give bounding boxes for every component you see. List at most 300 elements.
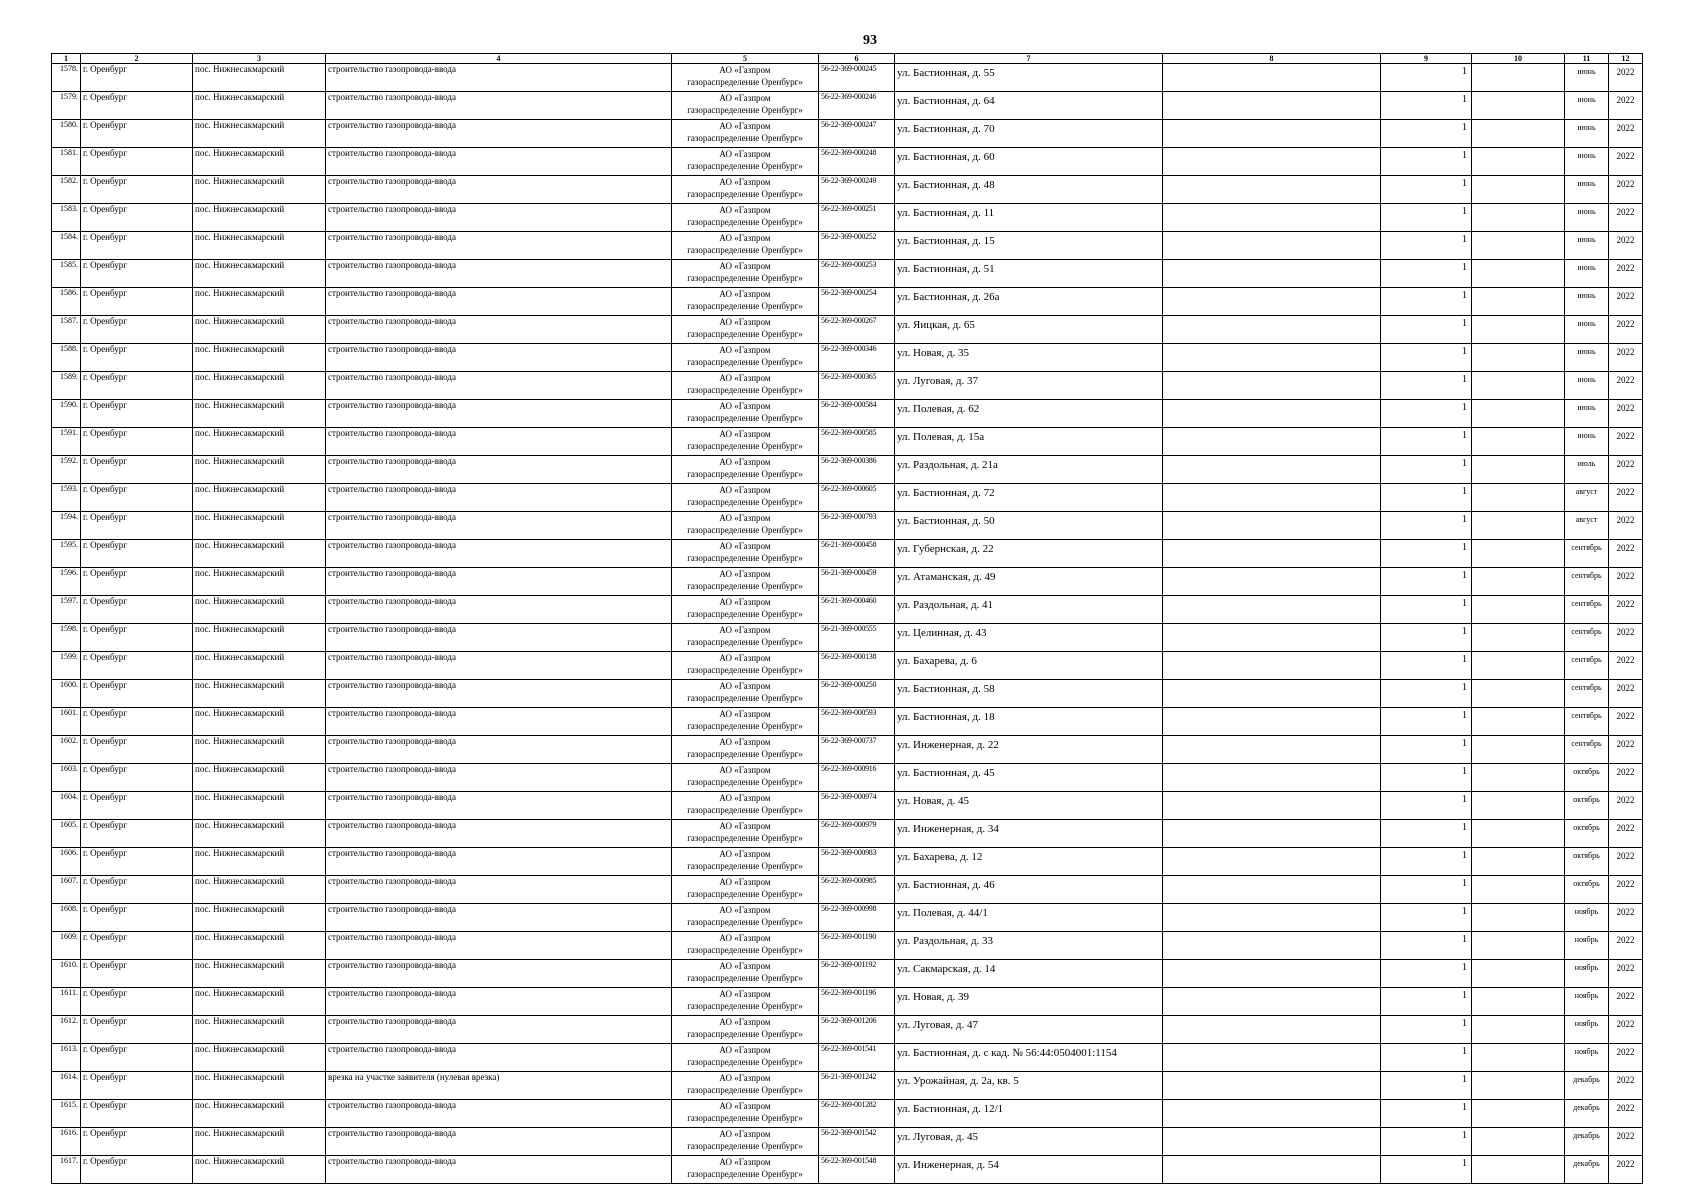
application-code-cell: 56-22-369-000985 <box>819 876 895 904</box>
address-cell: ул. Бастионная, д. 45 <box>895 764 1163 792</box>
city-cell: г. Оренбург <box>81 1100 193 1128</box>
empty-cell-8 <box>1163 848 1381 876</box>
empty-cell-8 <box>1163 456 1381 484</box>
empty-cell-10 <box>1472 316 1565 344</box>
organization-line-2: газораспределение Оренбург» <box>687 273 803 283</box>
empty-cell-8 <box>1163 708 1381 736</box>
city-cell: г. Оренбург <box>81 316 193 344</box>
year-cell: 2022 <box>1609 904 1643 932</box>
quantity-cell: 1 <box>1381 92 1472 120</box>
year-cell: 2022 <box>1609 232 1643 260</box>
organization-cell <box>672 1016 819 1044</box>
work-type-cell: строительство газопровода-ввода <box>326 876 672 904</box>
column-number-header-row <box>52 54 1643 64</box>
table-body <box>52 54 1643 1184</box>
table-row <box>52 736 1643 764</box>
empty-cell-8 <box>1163 1156 1381 1184</box>
organization-cell <box>672 1100 819 1128</box>
table-row <box>52 1072 1643 1100</box>
quantity-cell: 1 <box>1381 792 1472 820</box>
organization-line-1: АО «Газпром <box>719 597 771 607</box>
city-cell: г. Оренбург <box>81 288 193 316</box>
organization-line-2: газораспределение Оренбург» <box>687 805 803 815</box>
work-type-cell: строительство газопровода-ввода <box>326 92 672 120</box>
city-cell: г. Оренбург <box>81 932 193 960</box>
table-row <box>52 1156 1643 1184</box>
quantity-cell: 1 <box>1381 400 1472 428</box>
empty-cell-10 <box>1472 1072 1565 1100</box>
organization-cell <box>672 764 819 792</box>
empty-cell-10 <box>1472 1100 1565 1128</box>
row-number: 1598. <box>52 624 81 652</box>
settlement-cell: пос. Нижнесакмарский <box>193 568 326 596</box>
month-cell: сентябрь <box>1565 652 1609 680</box>
empty-cell-10 <box>1472 1128 1565 1156</box>
row-number: 1607. <box>52 876 81 904</box>
organization-cell <box>672 316 819 344</box>
year-cell: 2022 <box>1609 176 1643 204</box>
application-code-cell: 56-22-369-000584 <box>819 400 895 428</box>
empty-cell-10 <box>1472 288 1565 316</box>
month-cell: декабрь <box>1565 1100 1609 1128</box>
organization-line-1: АО «Газпром <box>719 1157 771 1167</box>
month-cell: октябрь <box>1565 820 1609 848</box>
work-type-cell: строительство газопровода-ввода <box>326 1044 672 1072</box>
row-number: 1596. <box>52 568 81 596</box>
row-number: 1613. <box>52 1044 81 1072</box>
city-cell: г. Оренбург <box>81 64 193 92</box>
empty-cell-10 <box>1472 988 1565 1016</box>
table-row <box>52 1128 1643 1156</box>
organization-line-1: АО «Газпром <box>719 877 771 887</box>
city-cell: г. Оренбург <box>81 960 193 988</box>
organization-line-1: АО «Газпром <box>719 849 771 859</box>
organization-line-2: газораспределение Оренбург» <box>687 525 803 535</box>
quantity-cell: 1 <box>1381 512 1472 540</box>
application-code-cell: 56-21-369-000458 <box>819 540 895 568</box>
empty-cell-8 <box>1163 988 1381 1016</box>
quantity-cell: 1 <box>1381 204 1472 232</box>
empty-cell-8 <box>1163 1072 1381 1100</box>
month-cell: октябрь <box>1565 876 1609 904</box>
address-cell: ул. Полевая, д. 62 <box>895 400 1163 428</box>
organization-line-1: АО «Газпром <box>719 345 771 355</box>
city-cell: г. Оренбург <box>81 344 193 372</box>
work-type-cell: строительство газопровода-ввода <box>326 988 672 1016</box>
address-cell: ул. Новая, д. 39 <box>895 988 1163 1016</box>
organization-line-1: АО «Газпром <box>719 1017 771 1027</box>
settlement-cell: пос. Нижнесакмарский <box>193 484 326 512</box>
organization-line-2: газораспределение Оренбург» <box>687 1085 803 1095</box>
organization-line-1: АО «Газпром <box>719 289 771 299</box>
organization-line-1: АО «Газпром <box>719 765 771 775</box>
organization-cell <box>672 596 819 624</box>
year-cell: 2022 <box>1609 652 1643 680</box>
work-type-cell: строительство газопровода-ввода <box>326 484 672 512</box>
row-number: 1595. <box>52 540 81 568</box>
work-type-cell: строительство газопровода-ввода <box>326 680 672 708</box>
organization-line-2: газораспределение Оренбург» <box>687 945 803 955</box>
organization-line-2: газораспределение Оренбург» <box>687 133 803 143</box>
organization-line-2: газораспределение Оренбург» <box>687 441 803 451</box>
organization-cell <box>672 932 819 960</box>
empty-cell-8 <box>1163 596 1381 624</box>
organization-line-2: газораспределение Оренбург» <box>687 1169 803 1179</box>
application-code-cell: 56-22-369-001192 <box>819 960 895 988</box>
empty-cell-8 <box>1163 624 1381 652</box>
organization-cell <box>672 708 819 736</box>
address-cell: ул. Бастионная, д. 70 <box>895 120 1163 148</box>
city-cell: г. Оренбург <box>81 848 193 876</box>
empty-cell-8 <box>1163 1100 1381 1128</box>
organization-line-2: газораспределение Оренбург» <box>687 973 803 983</box>
column-number-3: 3 <box>193 54 326 64</box>
row-number: 1602. <box>52 736 81 764</box>
gas-connection-table <box>51 53 1643 1184</box>
empty-cell-10 <box>1472 120 1565 148</box>
organization-line-2: газораспределение Оренбург» <box>687 693 803 703</box>
city-cell: г. Оренбург <box>81 120 193 148</box>
application-code-cell: 56-22-369-000998 <box>819 904 895 932</box>
empty-cell-8 <box>1163 64 1381 92</box>
row-number: 1593. <box>52 484 81 512</box>
city-cell: г. Оренбург <box>81 792 193 820</box>
month-cell: август <box>1565 484 1609 512</box>
month-cell: сентябрь <box>1565 624 1609 652</box>
application-code-cell: 56-22-369-000251 <box>819 204 895 232</box>
city-cell: г. Оренбург <box>81 820 193 848</box>
row-number: 1590. <box>52 400 81 428</box>
address-cell: ул. Урожайная, д. 2а, кв. 5 <box>895 1072 1163 1100</box>
address-cell: ул. Бастионная, д. 64 <box>895 92 1163 120</box>
empty-cell-10 <box>1472 232 1565 260</box>
address-cell: ул. Бастионная, д. 72 <box>895 484 1163 512</box>
column-number-10: 10 <box>1472 54 1565 64</box>
month-cell: июнь <box>1565 204 1609 232</box>
year-cell: 2022 <box>1609 484 1643 512</box>
empty-cell-8 <box>1163 176 1381 204</box>
organization-cell <box>672 652 819 680</box>
work-type-cell: строительство газопровода-ввода <box>326 540 672 568</box>
organization-line-1: АО «Газпром <box>719 401 771 411</box>
year-cell: 2022 <box>1609 596 1643 624</box>
organization-line-1: АО «Газпром <box>719 485 771 495</box>
quantity-cell: 1 <box>1381 176 1472 204</box>
table-row <box>52 932 1643 960</box>
table-row <box>52 512 1643 540</box>
empty-cell-8 <box>1163 736 1381 764</box>
year-cell: 2022 <box>1609 1072 1643 1100</box>
quantity-cell: 1 <box>1381 260 1472 288</box>
organization-line-1: АО «Газпром <box>719 905 771 915</box>
settlement-cell: пос. Нижнесакмарский <box>193 624 326 652</box>
application-code-cell: 56-22-369-000793 <box>819 512 895 540</box>
address-cell: ул. Целинная, д. 43 <box>895 624 1163 652</box>
year-cell: 2022 <box>1609 288 1643 316</box>
year-cell: 2022 <box>1609 92 1643 120</box>
city-cell: г. Оренбург <box>81 764 193 792</box>
address-cell: ул. Инженерная, д. 34 <box>895 820 1163 848</box>
organization-cell <box>672 1044 819 1072</box>
row-number: 1601. <box>52 708 81 736</box>
city-cell: г. Оренбург <box>81 1072 193 1100</box>
settlement-cell: пос. Нижнесакмарский <box>193 512 326 540</box>
quantity-cell: 1 <box>1381 652 1472 680</box>
row-number: 1589. <box>52 372 81 400</box>
empty-cell-10 <box>1472 680 1565 708</box>
table-row <box>52 400 1643 428</box>
month-cell: июнь <box>1565 288 1609 316</box>
column-number-9: 9 <box>1381 54 1472 64</box>
table-row <box>52 988 1643 1016</box>
settlement-cell: пос. Нижнесакмарский <box>193 288 326 316</box>
table-row <box>52 456 1643 484</box>
application-code-cell: 56-22-369-001541 <box>819 1044 895 1072</box>
organization-line-1: АО «Газпром <box>719 149 771 159</box>
empty-cell-8 <box>1163 204 1381 232</box>
city-cell: г. Оренбург <box>81 1128 193 1156</box>
row-number: 1579. <box>52 92 81 120</box>
table-row <box>52 204 1643 232</box>
month-cell: ноябрь <box>1565 1016 1609 1044</box>
city-cell: г. Оренбург <box>81 876 193 904</box>
city-cell: г. Оренбург <box>81 176 193 204</box>
quantity-cell: 1 <box>1381 596 1472 624</box>
organization-line-2: газораспределение Оренбург» <box>687 329 803 339</box>
address-cell: ул. Бастионная, д. 18 <box>895 708 1163 736</box>
year-cell: 2022 <box>1609 680 1643 708</box>
application-code-cell: 56-22-369-001206 <box>819 1016 895 1044</box>
year-cell: 2022 <box>1609 428 1643 456</box>
work-type-cell: строительство газопровода-ввода <box>326 848 672 876</box>
quantity-cell: 1 <box>1381 820 1472 848</box>
settlement-cell: пос. Нижнесакмарский <box>193 820 326 848</box>
address-cell: ул. Полевая, д. 15а <box>895 428 1163 456</box>
row-number: 1603. <box>52 764 81 792</box>
empty-cell-8 <box>1163 372 1381 400</box>
organization-line-2: газораспределение Оренбург» <box>687 413 803 423</box>
work-type-cell: строительство газопровода-ввода <box>326 288 672 316</box>
row-number: 1594. <box>52 512 81 540</box>
settlement-cell: пос. Нижнесакмарский <box>193 204 326 232</box>
settlement-cell: пос. Нижнесакмарский <box>193 92 326 120</box>
organization-cell <box>672 904 819 932</box>
empty-cell-8 <box>1163 260 1381 288</box>
organization-line-1: АО «Газпром <box>719 961 771 971</box>
city-cell: г. Оренбург <box>81 372 193 400</box>
organization-cell <box>672 120 819 148</box>
month-cell: июнь <box>1565 428 1609 456</box>
table-row <box>52 176 1643 204</box>
empty-cell-10 <box>1472 596 1565 624</box>
application-code-cell: 56-21-369-000460 <box>819 596 895 624</box>
address-cell: ул. Инженерная, д. 54 <box>895 1156 1163 1184</box>
empty-cell-10 <box>1472 736 1565 764</box>
table-row <box>52 1016 1643 1044</box>
address-cell: ул. Бастионная, д. 26а <box>895 288 1163 316</box>
organization-line-1: АО «Газпром <box>719 121 771 131</box>
month-cell: ноябрь <box>1565 960 1609 988</box>
year-cell: 2022 <box>1609 64 1643 92</box>
row-number: 1584. <box>52 232 81 260</box>
organization-line-1: АО «Газпром <box>719 1045 771 1055</box>
address-cell: ул. Бастионная, д. 12/1 <box>895 1100 1163 1128</box>
address-cell: ул. Бастионная, д. 60 <box>895 148 1163 176</box>
city-cell: г. Оренбург <box>81 148 193 176</box>
work-type-cell: строительство газопровода-ввода <box>326 400 672 428</box>
address-cell: ул. Атаманская, д. 49 <box>895 568 1163 596</box>
empty-cell-8 <box>1163 484 1381 512</box>
settlement-cell: пос. Нижнесакмарский <box>193 64 326 92</box>
address-cell: ул. Раздольная, д. 21а <box>895 456 1163 484</box>
empty-cell-8 <box>1163 540 1381 568</box>
application-code-cell: 56-22-369-000267 <box>819 316 895 344</box>
work-type-cell: строительство газопровода-ввода <box>326 568 672 596</box>
settlement-cell: пос. Нижнесакмарский <box>193 680 326 708</box>
empty-cell-10 <box>1472 260 1565 288</box>
empty-cell-10 <box>1472 1044 1565 1072</box>
application-code-cell: 56-22-369-000346 <box>819 344 895 372</box>
row-number: 1615. <box>52 1100 81 1128</box>
settlement-cell: пос. Нижнесакмарский <box>193 232 326 260</box>
table-row <box>52 260 1643 288</box>
empty-cell-8 <box>1163 92 1381 120</box>
organization-line-2: газораспределение Оренбург» <box>687 1001 803 1011</box>
application-code-cell: 56-22-369-000253 <box>819 260 895 288</box>
city-cell: г. Оренбург <box>81 904 193 932</box>
application-code-cell: 56-21-369-000555 <box>819 624 895 652</box>
table-row <box>52 960 1643 988</box>
organization-line-1: АО «Газпром <box>719 821 771 831</box>
organization-cell <box>672 344 819 372</box>
address-cell: ул. Бастионная, д. 11 <box>895 204 1163 232</box>
work-type-cell: строительство газопровода-ввода <box>326 260 672 288</box>
row-number: 1614. <box>52 1072 81 1100</box>
work-type-cell: строительство газопровода-ввода <box>326 428 672 456</box>
application-code-cell: 56-22-369-001542 <box>819 1128 895 1156</box>
organization-cell <box>672 92 819 120</box>
table-row <box>52 428 1643 456</box>
application-code-cell: 56-22-369-000247 <box>819 120 895 148</box>
settlement-cell: пос. Нижнесакмарский <box>193 344 326 372</box>
address-cell: ул. Инженерная, д. 22 <box>895 736 1163 764</box>
quantity-cell: 1 <box>1381 344 1472 372</box>
city-cell: г. Оренбург <box>81 232 193 260</box>
table-row <box>52 568 1643 596</box>
city-cell: г. Оренбург <box>81 260 193 288</box>
address-cell: ул. Сакмарская, д. 14 <box>895 960 1163 988</box>
settlement-cell: пос. Нижнесакмарский <box>193 708 326 736</box>
row-number: 1582. <box>52 176 81 204</box>
organization-cell <box>672 568 819 596</box>
empty-cell-8 <box>1163 400 1381 428</box>
year-cell: 2022 <box>1609 148 1643 176</box>
column-number-6: 6 <box>819 54 895 64</box>
organization-cell <box>672 232 819 260</box>
month-cell: июнь <box>1565 400 1609 428</box>
month-cell: сентябрь <box>1565 736 1609 764</box>
empty-cell-8 <box>1163 1128 1381 1156</box>
empty-cell-10 <box>1472 848 1565 876</box>
work-type-cell: строительство газопровода-ввода <box>326 1156 672 1184</box>
organization-line-2: газораспределение Оренбург» <box>687 77 803 87</box>
row-number: 1586. <box>52 288 81 316</box>
table-row <box>52 624 1643 652</box>
work-type-cell: строительство газопровода-ввода <box>326 624 672 652</box>
organization-cell <box>672 820 819 848</box>
row-number: 1583. <box>52 204 81 232</box>
month-cell: июнь <box>1565 64 1609 92</box>
settlement-cell: пос. Нижнесакмарский <box>193 904 326 932</box>
year-cell: 2022 <box>1609 344 1643 372</box>
year-cell: 2022 <box>1609 708 1643 736</box>
city-cell: г. Оренбург <box>81 92 193 120</box>
organization-line-1: АО «Газпром <box>719 205 771 215</box>
month-cell: июль <box>1565 456 1609 484</box>
empty-cell-8 <box>1163 792 1381 820</box>
settlement-cell: пос. Нижнесакмарский <box>193 540 326 568</box>
organization-line-2: газораспределение Оренбург» <box>687 665 803 675</box>
settlement-cell: пос. Нижнесакмарский <box>193 876 326 904</box>
application-code-cell: 56-22-369-000250 <box>819 680 895 708</box>
address-cell: ул. Раздольная, д. 33 <box>895 932 1163 960</box>
work-type-cell: строительство газопровода-ввода <box>326 512 672 540</box>
organization-line-2: газораспределение Оренбург» <box>687 721 803 731</box>
row-number: 1578. <box>52 64 81 92</box>
quantity-cell: 1 <box>1381 764 1472 792</box>
empty-cell-10 <box>1472 64 1565 92</box>
table-row <box>52 904 1643 932</box>
table-row <box>52 484 1643 512</box>
table-row <box>52 120 1643 148</box>
month-cell: июнь <box>1565 372 1609 400</box>
work-type-cell: строительство газопровода-ввода <box>326 1128 672 1156</box>
city-cell: г. Оренбург <box>81 624 193 652</box>
empty-cell-10 <box>1472 708 1565 736</box>
organization-cell <box>672 148 819 176</box>
organization-line-2: газораспределение Оренбург» <box>687 833 803 843</box>
quantity-cell: 1 <box>1381 1072 1472 1100</box>
quantity-cell: 1 <box>1381 1016 1472 1044</box>
settlement-cell: пос. Нижнесакмарский <box>193 596 326 624</box>
work-type-cell: строительство газопровода-ввода <box>326 820 672 848</box>
empty-cell-8 <box>1163 1044 1381 1072</box>
month-cell: октябрь <box>1565 792 1609 820</box>
empty-cell-8 <box>1163 960 1381 988</box>
empty-cell-8 <box>1163 876 1381 904</box>
year-cell: 2022 <box>1609 820 1643 848</box>
city-cell: г. Оренбург <box>81 456 193 484</box>
organization-line-2: газораспределение Оренбург» <box>687 385 803 395</box>
year-cell: 2022 <box>1609 204 1643 232</box>
city-cell: г. Оренбург <box>81 736 193 764</box>
quantity-cell: 1 <box>1381 316 1472 344</box>
organization-cell <box>672 288 819 316</box>
organization-line-1: АО «Газпром <box>719 653 771 663</box>
quantity-cell: 1 <box>1381 484 1472 512</box>
application-code-cell: 56-22-369-000138 <box>819 652 895 680</box>
table-row <box>52 344 1643 372</box>
year-cell: 2022 <box>1609 540 1643 568</box>
work-type-cell: строительство газопровода-ввода <box>326 204 672 232</box>
year-cell: 2022 <box>1609 932 1643 960</box>
table-row <box>52 792 1643 820</box>
row-number: 1612. <box>52 1016 81 1044</box>
work-type-cell: строительство газопровода-ввода <box>326 456 672 484</box>
work-type-cell: строительство газопровода-ввода <box>326 736 672 764</box>
address-cell: ул. Луговая, д. 45 <box>895 1128 1163 1156</box>
organization-line-2: газораспределение Оренбург» <box>687 861 803 871</box>
